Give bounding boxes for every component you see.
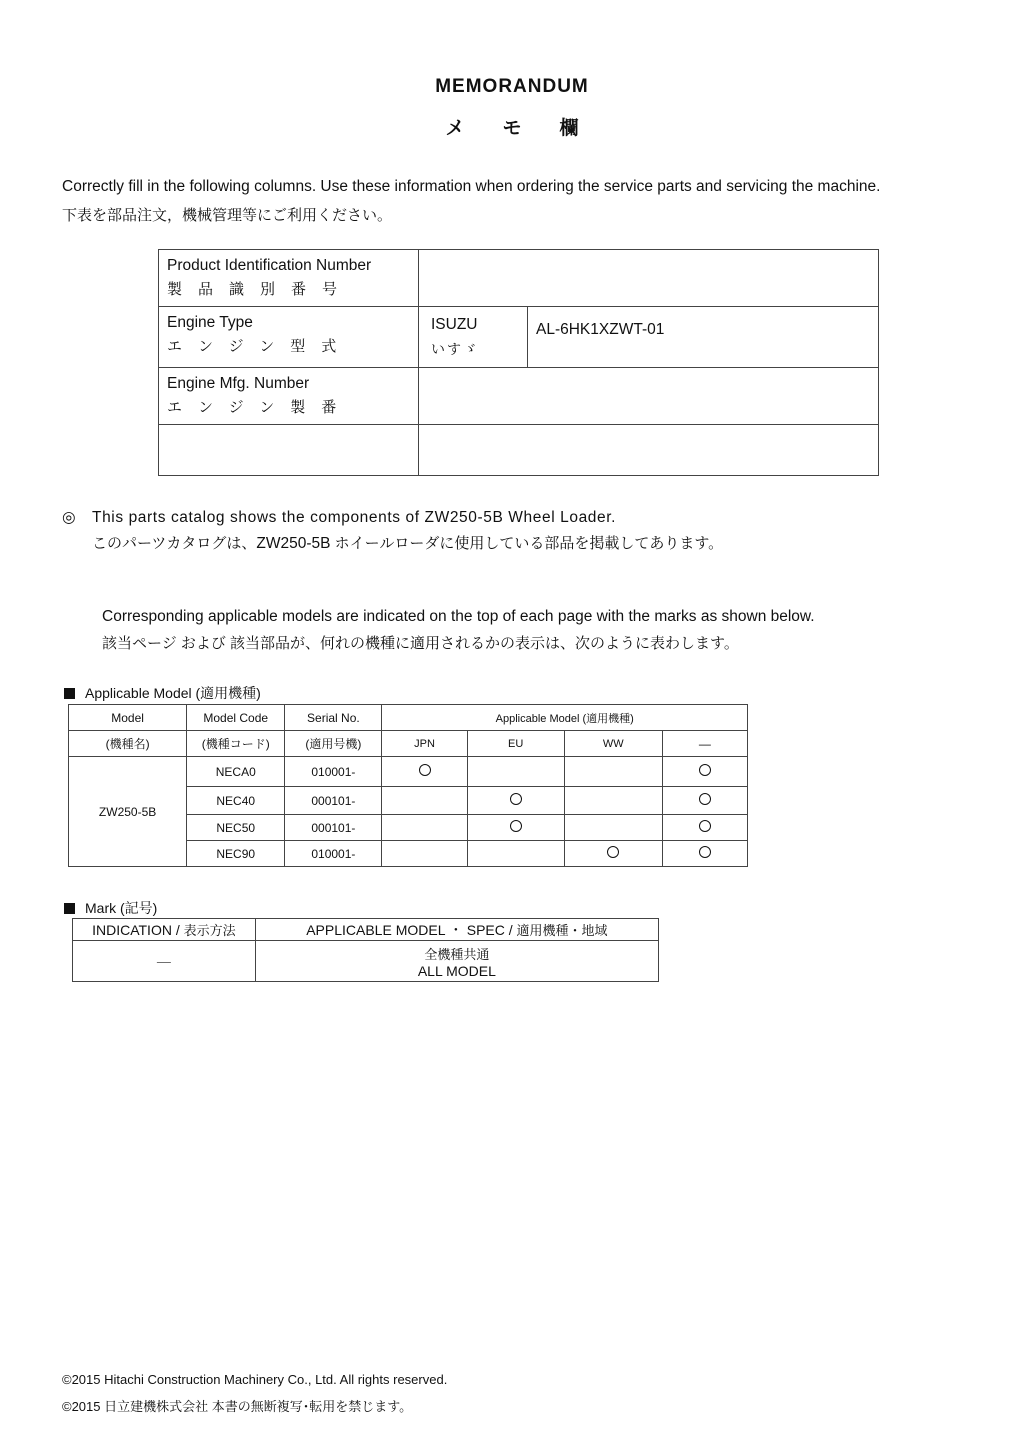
serial-cell: 000101- bbox=[285, 815, 382, 841]
mark-cell bbox=[662, 787, 747, 815]
product-id-value[interactable] bbox=[419, 250, 879, 307]
engine-type-row bbox=[159, 307, 879, 368]
mark-header-indication-jp: 表示方法 bbox=[183, 923, 236, 938]
corresponding-text-en: Corresponding applicable models are indicated on the top of each page with the marks as shown below. bbox=[102, 608, 815, 625]
mark-cell bbox=[382, 787, 467, 815]
square-bullet-icon bbox=[64, 688, 75, 699]
double-circle-icon: ◎ bbox=[62, 509, 77, 526]
square-bullet-icon bbox=[64, 903, 75, 914]
blank-label-cell[interactable] bbox=[159, 425, 419, 476]
header-region-eu: EU bbox=[467, 731, 564, 757]
header-model-code-jp: (機種コード) bbox=[187, 731, 285, 757]
mark-header-applicable: APPLICABLE MODEL ・ SPEC / 適用機種・地域 bbox=[255, 919, 658, 941]
applicable-circle-icon bbox=[699, 820, 711, 832]
mark-cell bbox=[662, 757, 747, 787]
header-region-dash: — bbox=[662, 731, 747, 757]
serial-cell: 000101- bbox=[285, 787, 382, 815]
applicable-circle-icon bbox=[510, 793, 522, 805]
header-region-ww: WW bbox=[564, 731, 662, 757]
header-serial-jp: (適用号機) bbox=[285, 731, 382, 757]
catalog-note-jp-before: このパーツカタログは、 bbox=[92, 535, 257, 552]
corresponding-text-jp: 該当ページ および 該当部品が、何れの機種に適用されるかの表示は、次のように表わします。 bbox=[102, 635, 739, 652]
serial-cell: 010001- bbox=[285, 757, 382, 787]
engine-mfg-value[interactable] bbox=[419, 368, 879, 425]
table-row bbox=[69, 757, 748, 787]
engine-mfg-label-jp: エンジン製番 bbox=[167, 399, 353, 416]
catalog-note-jp-after: ホイールローダに使用している部品を掲載してあります。 bbox=[330, 535, 724, 552]
blank-value-cell[interactable] bbox=[419, 425, 879, 476]
engine-maker-jp: いすゞ bbox=[431, 341, 479, 357]
blank-row bbox=[159, 425, 879, 476]
model-code-cell: NEC40 bbox=[187, 787, 285, 815]
product-id-row bbox=[159, 250, 879, 307]
header-applicable: Applicable Model (適用機種) bbox=[382, 705, 748, 731]
mark-table bbox=[72, 918, 659, 982]
header-row-2 bbox=[69, 731, 748, 757]
engine-maker bbox=[419, 307, 528, 368]
all-model-en: ALL MODEL bbox=[417, 962, 496, 979]
engine-type-label-jp: エンジン型式 bbox=[167, 338, 353, 355]
header-model: Model bbox=[69, 705, 187, 731]
applicable-model-heading bbox=[64, 683, 261, 703]
mark-cell bbox=[564, 757, 662, 787]
header-serial: Serial No. bbox=[285, 705, 382, 731]
engine-type-label bbox=[159, 307, 419, 368]
mark-cell bbox=[662, 815, 747, 841]
applicable-circle-icon bbox=[699, 793, 711, 805]
engine-type-label-en: Engine Type bbox=[167, 314, 253, 331]
mark-cell bbox=[467, 815, 564, 841]
mark-cell bbox=[564, 787, 662, 815]
mark-description-cell bbox=[255, 941, 658, 982]
applicable-circle-icon bbox=[699, 764, 711, 776]
mark-header-indication: INDICATION / 表示方法 bbox=[73, 919, 256, 941]
catalog-note-en bbox=[62, 508, 616, 527]
applicable-model-table bbox=[68, 704, 748, 867]
mark-cell bbox=[382, 757, 467, 787]
copyright-jp: ©2015 日立建機株式会社 本書の無断複写･転用を禁じます。 bbox=[62, 1399, 413, 1414]
mark-cell bbox=[564, 815, 662, 841]
applicable-circle-icon bbox=[510, 820, 522, 832]
mark-indication-cell: — bbox=[73, 941, 256, 982]
mark-cell bbox=[467, 841, 564, 867]
mark-cell bbox=[467, 757, 564, 787]
model-code-cell: NEC50 bbox=[187, 815, 285, 841]
mark-cell bbox=[564, 841, 662, 867]
header-region-jpn: JPN bbox=[382, 731, 467, 757]
catalog-note-jp-model: ZW250-5B bbox=[256, 535, 331, 552]
product-id-label-jp: 製品識別番号 bbox=[167, 281, 354, 298]
model-code-cell: NEC90 bbox=[187, 841, 285, 867]
applicable-model-heading-text: Applicable Model (適用機種) bbox=[85, 685, 261, 701]
applicable-circle-icon bbox=[419, 764, 431, 776]
copyright-en: ©2015 Hitachi Construction Machinery Co., Ltd. All rights reserved. bbox=[62, 1372, 448, 1387]
engine-maker-en: ISUZU bbox=[431, 316, 478, 333]
mark-cell bbox=[662, 841, 747, 867]
mark-header-row bbox=[73, 919, 659, 941]
header-model-jp: (機種名) bbox=[69, 731, 187, 757]
mark-cell bbox=[382, 815, 467, 841]
mark-header-applicable-jp: 適用機種・地域 bbox=[516, 922, 608, 938]
model-code-cell: NECA0 bbox=[187, 757, 285, 787]
intro-text-en: Correctly fill in the following columns. Use these information when ordering the service parts and servicing the machine. bbox=[62, 178, 881, 195]
applicable-circle-icon bbox=[699, 846, 711, 858]
serial-cell: 010001- bbox=[285, 841, 382, 867]
page-title: MEMORANDUM bbox=[435, 76, 589, 97]
catalog-note-text: This parts catalog shows the components of ZW250-5B Wheel Loader. bbox=[92, 509, 617, 526]
header-row-1 bbox=[69, 705, 748, 731]
applicable-circle-icon bbox=[607, 846, 619, 858]
catalog-note-jp bbox=[92, 532, 723, 553]
all-model-jp: 全機種共通 bbox=[424, 946, 490, 962]
page-title-jp: メモ欄 bbox=[445, 118, 617, 139]
model-name-cell: ZW250-5B bbox=[69, 757, 187, 867]
engine-mfg-label-en: Engine Mfg. Number bbox=[167, 375, 310, 392]
intro-text-jp: 下表を部品注文，機械管理等にご利用ください。 bbox=[62, 207, 393, 224]
mark-heading bbox=[64, 898, 157, 918]
header-model-code: Model Code bbox=[187, 705, 285, 731]
engine-mfg-label bbox=[159, 368, 419, 425]
mark-row bbox=[73, 941, 659, 982]
mark-cell bbox=[382, 841, 467, 867]
mark-cell bbox=[467, 787, 564, 815]
identification-table bbox=[158, 249, 879, 476]
mark-heading-text: Mark (記号) bbox=[85, 900, 158, 916]
engine-type-value: AL-6HK1XZWT-01 bbox=[528, 307, 879, 368]
product-id-label-en: Product Identification Number bbox=[167, 257, 372, 274]
engine-mfg-row bbox=[159, 368, 879, 425]
product-id-label bbox=[159, 250, 419, 307]
